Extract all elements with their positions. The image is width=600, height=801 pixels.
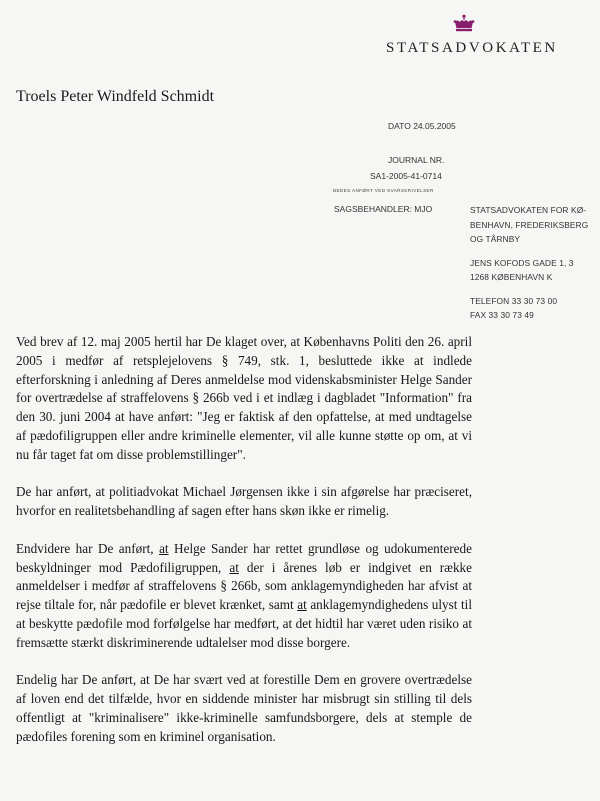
address-phone: TELEFON 33 30 73 00 (470, 295, 558, 306)
address-line: BENHAVN, FREDERIKSBERG (470, 219, 589, 230)
journal-label: JOURNAL NR. (388, 155, 445, 165)
journal-number: SA1-2005-41-0714 (370, 171, 442, 181)
address-line: OG TÅRNBY (470, 234, 521, 244)
royal-crown-icon (453, 14, 475, 34)
paragraph: Endvidere har De anført, at Helge Sander har rettet grundløse og udokumenterede beskyldninger mod Pædofiligruppen, at der i årenes løb er indgivet en række anmeldelser i medfør af straffelovens § 266b, som anklagemyndigheden har afvist at rejse tiltale for, når pædofile er blevet krænket, samt at anklagemyndighedens ulyst til at beskytte pædofile mod forfølgelse har medført, at det hidtil har været uden risiko at fremsætte stærkt diskriminerende udtalelser mod disse borgere. (16, 540, 473, 650)
paragraph: Endelig har De anført, at De har svært ved at forestille Dem en grovere overtrædelse af loven end det tilfælde, hvor en siddende minister har misbrugt sin stilling til dels offentligt at "kriminalisere" ikke-kriminelle samfundsborgere, dels at stemple de pædofiles forening som en kriminel organisation. (16, 672, 472, 744)
address-line: STATSADVOKATEN FOR KØ- (470, 205, 587, 215)
address-street: JENS KOFODS GADE 1, 3 (470, 257, 574, 268)
paragraph: Ved brev af 12. maj 2005 hertil har De klaget over, at Københavns Politi den 26. april 2005 i medfør af retsplejelovens § 749, stk. 1, besluttede ikke at indlede efterforskning i anledning af Deres anmeldelse mod videnskabsminister Helge Sander for overtrædelse af straffelovens § 266b ved i et indlæg i dagbladet "Information" fra den 30. juni 2004 at have anført: "Jeg er faktisk af den opfattelse, at med undtagelse af pædofiligruppen eller andre kriminelle elementer, vil alle kunne støtte op om, at vi nu får taget fat om disse problemstillinger". (16, 334, 472, 462)
recipient-name: Troels Peter Windfeld Schmidt (16, 88, 215, 105)
paragraph: De har anført, at politiadvokat Michael Jørgensen ikke i sin afgørelse har præciseret, hvorfor en realitetsbehandling af sagen efter hans skøn ikke er rimelig. (16, 484, 472, 519)
letter-body (16, 333, 472, 765)
address-fax: FAX 33 30 73 49 (470, 310, 534, 320)
address-city: 1268 KØBENHAVN K (470, 272, 553, 282)
sender-address (470, 203, 588, 323)
case-handler: SAGSBEHANDLER: MJO (334, 204, 433, 214)
letter-date: DATO 24.05.2005 (388, 121, 456, 131)
org-name: STATSADVOKATEN (386, 40, 558, 56)
quote-note: BEDES ANFØRT VED SVARSKRIVELSER (333, 188, 434, 193)
